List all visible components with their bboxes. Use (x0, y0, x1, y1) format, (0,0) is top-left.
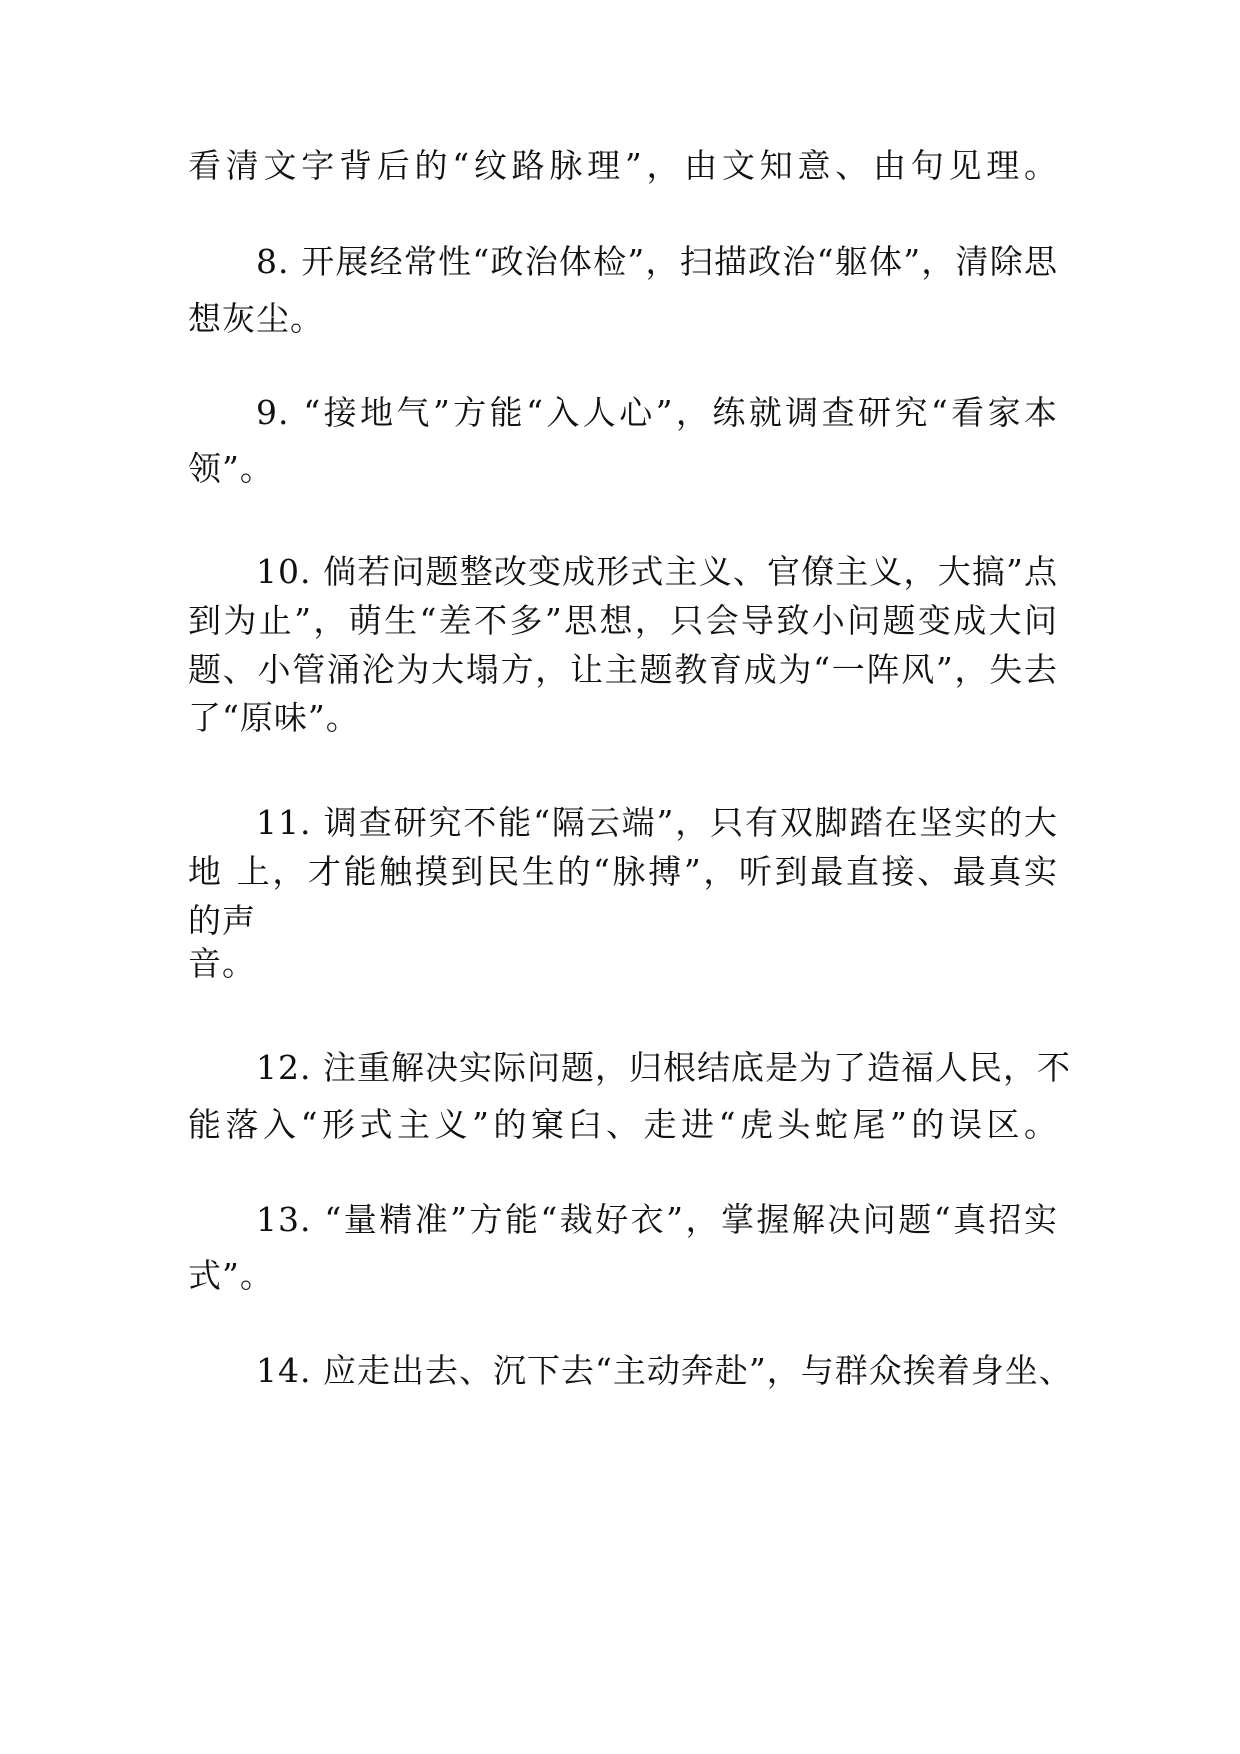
item-8-line-2: 想灰尘。 (188, 299, 324, 338)
item-12-line-2: 能落入“形式主义”的窠臼、走进“虎头蛇尾”的误区。 (188, 1105, 1058, 1144)
item-9-line-2: 领”。 (188, 449, 274, 488)
item-8-line-1: 8. 开展经常性“政治体检”，扫描政治“躯体”，清除思 (256, 242, 1058, 281)
item-10-line-1: 10. 倘若问题整改变成形式主义、官僚主义，大搞”点 (256, 552, 1058, 591)
item-14-line-1: 14. 应走出去、沉下去“主动奔赴”，与群众挨着身坐、 (256, 1351, 1073, 1390)
item-11-line-2: 地 上，才能触摸到民生的“脉搏”，听到最直接、最真实 (188, 852, 1058, 891)
item-11-line-1: 11. 调查研究不能“隔云端”，只有双脚踏在坚实的大 (256, 803, 1058, 842)
item-12-line-1: 12. 注重解决实际问题，归根结底是为了造福人民，不 (256, 1048, 1071, 1087)
paragraph-continuation-line-1: 看清文字背后的“纹路脉理”，由文知意、由句见理。 (188, 146, 1058, 185)
item-10-line-4: 了“原味”。 (188, 698, 360, 737)
item-11-line-3: 的声 (188, 901, 256, 940)
item-13-line-1: 13. “量精准”方能“裁好衣”，掌握解决问题“真招实 (256, 1200, 1058, 1239)
item-13-line-2: 式”。 (188, 1256, 274, 1295)
item-9-line-1: 9. “接地气”方能“入人心”，练就调查研究“看家本 (256, 393, 1058, 432)
item-10-line-3: 题、小管涌沦为大塌方，让主题教育成为“一阵风”，失去 (188, 650, 1058, 689)
item-10-line-2: 到为止”，萌生“差不多”思想，只会导致小问题变成大问 (188, 601, 1058, 640)
item-11-line-4: 音。 (188, 944, 256, 983)
